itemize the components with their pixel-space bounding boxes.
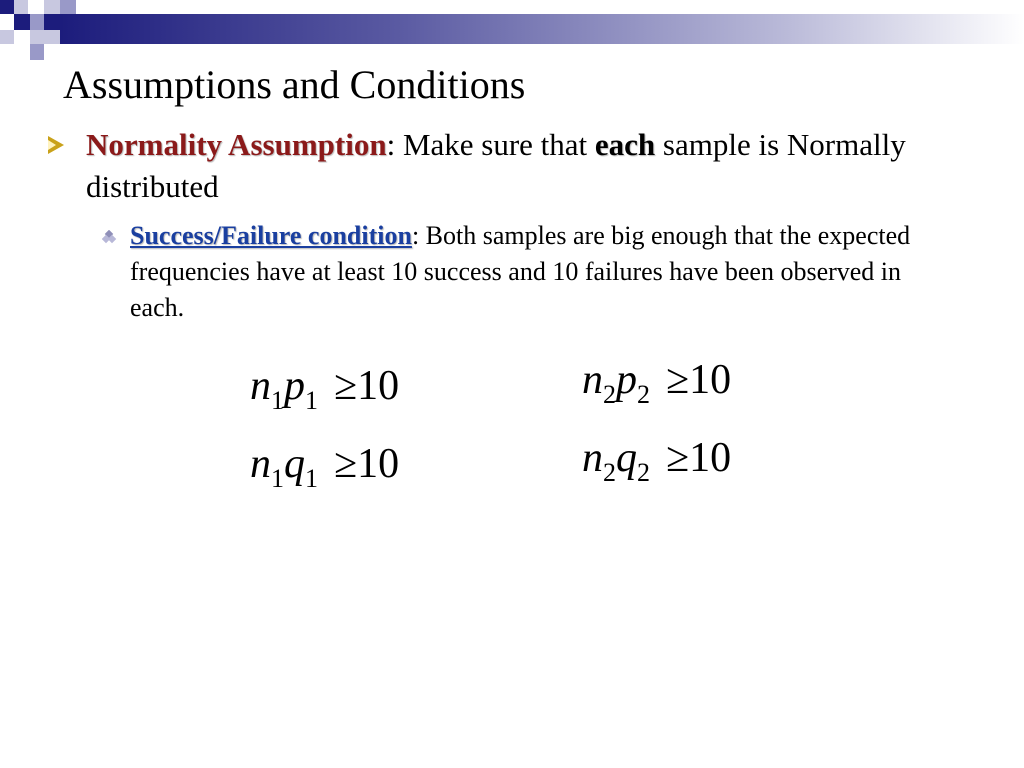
eq-sub: 2 — [603, 458, 616, 487]
arrow-bullet-icon — [48, 136, 64, 154]
equation-n1q1 — [250, 440, 399, 494]
header-square — [44, 30, 60, 44]
subbullet-text — [130, 218, 942, 326]
eq-var: p — [616, 357, 637, 403]
eq-sub: 1 — [305, 464, 318, 493]
header-square — [30, 44, 44, 60]
header-square — [44, 14, 60, 30]
eq-sub: 2 — [637, 380, 650, 409]
normality-term: Normality Assumption — [86, 127, 387, 162]
success-failure-term: Success/Failure condition — [130, 221, 412, 250]
subbullet-colon: : — [411, 221, 420, 250]
eq-value: 10 — [357, 363, 400, 409]
eq-relation: ≥ — [666, 357, 690, 403]
slide-title: Assumptions and Conditions — [63, 62, 526, 107]
eq-sub: 2 — [603, 380, 616, 409]
eq-sub: 2 — [637, 458, 650, 487]
equation-n2p2 — [582, 356, 731, 410]
eq-var: p — [284, 363, 305, 409]
header-square — [30, 30, 44, 44]
header-square — [30, 14, 44, 30]
eq-var: q — [284, 441, 305, 487]
eq-var: n — [582, 357, 603, 403]
bullet-text — [86, 124, 948, 208]
bullet-text-b: sample is Normally distributed — [86, 127, 906, 204]
eq-var: n — [250, 363, 271, 409]
eq-relation: ≥ — [334, 363, 358, 409]
bullet-colon: : — [386, 127, 396, 162]
eq-sub: 1 — [271, 464, 284, 493]
eq-relation: ≥ — [334, 441, 358, 487]
equation-n1p1 — [250, 362, 399, 416]
eq-var: q — [616, 435, 637, 481]
header-square — [14, 14, 30, 30]
eq-var: n — [250, 441, 271, 487]
subbullet-body: Both samples are big enough that the expected frequencies have at least 10 success and 10 failures have been observed in each. — [130, 221, 911, 322]
bullet-success-failure — [102, 218, 942, 326]
eq-var: n — [582, 435, 603, 481]
header-square — [14, 0, 28, 14]
header-square — [0, 30, 14, 44]
eq-sub: 1 — [305, 386, 318, 415]
diamond-bullet-icon — [102, 230, 118, 246]
eq-relation: ≥ — [666, 435, 690, 481]
header-square — [60, 0, 76, 14]
header-gradient — [60, 14, 1024, 44]
eq-value: 10 — [357, 441, 400, 487]
equation-n2q2 — [582, 434, 731, 488]
header-square — [44, 0, 60, 14]
header-square — [0, 0, 14, 14]
eq-sub: 1 — [271, 386, 284, 415]
bullet-text-a: Make sure that — [395, 127, 595, 162]
bullet-normality — [48, 124, 948, 208]
eq-value: 10 — [689, 435, 732, 481]
eq-value: 10 — [689, 357, 732, 403]
emphasis-each: each — [594, 127, 656, 162]
